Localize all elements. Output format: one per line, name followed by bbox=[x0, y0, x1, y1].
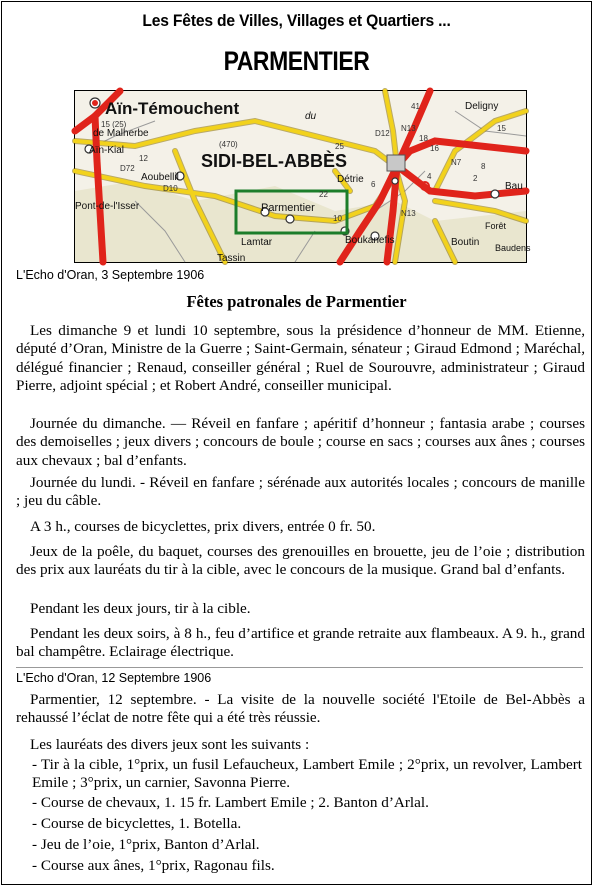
map-road-470: (470) bbox=[219, 140, 238, 149]
map-label-bau: Bau bbox=[505, 181, 523, 192]
article2-paragraph: Parmentier, 12 septembre. - La visite de la nouvelle société l'Etoile de Bel-Abbès a rehaussé l’éclat de notre fête qui a été très réussie. bbox=[16, 691, 585, 727]
series-title: Les Fêtes de Villes, Villages et Quartiers ... bbox=[142, 11, 451, 30]
map-label-de-malherbe: de Malherbe bbox=[93, 128, 149, 139]
map-road-12: 12 bbox=[139, 154, 148, 163]
article1-paragraph: Pendant les deux jours, tir à la cible. bbox=[30, 600, 251, 617]
document-page bbox=[1, 1, 592, 885]
location-map bbox=[74, 90, 531, 264]
map-label-tassin: Tassin bbox=[217, 253, 246, 264]
winner-list-item: - Jeu de l’oie, 1°prix, Banton d’Arlal. bbox=[32, 836, 260, 853]
map-road-8: 8 bbox=[481, 162, 486, 171]
article1-heading: Fêtes patronales de Parmentier bbox=[186, 292, 407, 311]
map-road-n7: N7 bbox=[451, 158, 462, 167]
article1-paragraph: Pendant les deux soirs, à 8 h., feu d’artifice et grande retraite aux flambeaux. A 9. h., grand bal champêtre. Eclairage électrique. bbox=[16, 625, 585, 661]
article1-paragraph: Journée du lundi. - Réveil en fanfare ; sérénade aux autorités locales ; concours de manille ; jeu du câble. bbox=[16, 474, 585, 510]
winner-list-item: - Course de bicyclettes, 1. Botella. bbox=[32, 815, 242, 832]
map-road-6: 6 bbox=[371, 180, 376, 189]
article1-paragraph: Jeux de la poêle, du baquet, courses des grenouilles en brouette, jeu de l’oie ; distribution des prix aux lauréats du tir à la cible, avec le concours de la musique. Grand bal d’enfants. bbox=[16, 543, 585, 579]
map-road-d72: D72 bbox=[120, 164, 135, 173]
map-road-4: 4 bbox=[427, 172, 432, 181]
map-road-n13: N13 bbox=[401, 124, 416, 133]
map-label-detrie: Détrie bbox=[337, 174, 364, 185]
section-divider bbox=[16, 667, 583, 668]
winner-list-item: - Tir à la cible, 1°prix, un fusil Lefaucheux, Lambert Emile ; 2°prix, un revolver, Lambert Emile ; 3°prix, un carnier, Savonna Pierre. bbox=[32, 756, 582, 792]
map-road-2: 2 bbox=[473, 174, 478, 183]
page-title: PARMENTIER bbox=[223, 46, 370, 76]
map-road-d12: D12 bbox=[375, 129, 390, 138]
article2-paragraph: Les lauréats des divers jeux sont les suivants : bbox=[30, 736, 310, 753]
map-label-du: du bbox=[305, 111, 317, 122]
map-road-d10: D10 bbox=[163, 184, 178, 193]
article1-paragraph: Les dimanche 9 et lundi 10 septembre, sous la présidence d’honneur de MM. Etienne, député d’Oran, Ministre de la Guerre ; Saint-Germain, sénateur ; Giraud Edmond ; Maréchal, délégué financier ; Renaud, conseiller général ; Ruel de Sourouvre, administrateur ; Giraud Pierre, adjoint spécial ; et Robert André, conseiller municipal. bbox=[16, 322, 585, 394]
map-label-lamtar: Lamtar bbox=[241, 237, 273, 248]
article1-paragraph: Journée du dimanche. — Réveil en fanfare ; apéritif d’honneur ; fantasia arabe ; courses des demoiselles ; jeux divers ; concours de boule ; course en sacs ; courses aux ânes ; courses aux chevaux ; bal d’enfants. bbox=[16, 415, 585, 469]
map-road-25: 25 bbox=[335, 142, 344, 151]
map-label-parmentier: Parmentier bbox=[261, 202, 315, 214]
article1-source: L'Echo d'Oran, 3 Septembre 1906 bbox=[16, 268, 205, 282]
map-label-sidi-bel-abbes: SIDI-BEL-ABBÈS bbox=[201, 151, 348, 171]
map-label-foret: Forêt bbox=[485, 221, 507, 231]
map-road-10: 10 bbox=[333, 214, 342, 223]
map-label-boutin: Boutin bbox=[451, 237, 480, 248]
map-label-pont-de-lisser: Pont-de-l'Isser bbox=[75, 201, 140, 212]
map-road-15b: 15 bbox=[497, 124, 506, 133]
article1-paragraph: A 3 h., courses de bicyclettes, prix divers, entrée 0 fr. 50. bbox=[30, 518, 376, 535]
map-road-15: 15 (25) bbox=[101, 120, 127, 129]
map-road-41: 41 bbox=[411, 102, 420, 111]
map-road-n13b: N13 bbox=[401, 209, 416, 218]
winner-list-item: - Course de chevaux, 1. 15 fr. Lambert Emile ; 2. Banton d’Arlal. bbox=[32, 794, 429, 811]
map-label-ain-kial: Aïn-Kial bbox=[89, 145, 125, 156]
map-label-boukanefis: Boukanefis bbox=[345, 235, 395, 246]
map-label-ain-temouchent: Aïn-Témouchent bbox=[105, 99, 240, 118]
article2-source: L'Echo d'Oran, 12 Septembre 1906 bbox=[16, 671, 212, 685]
map-road-16: 16 bbox=[430, 144, 439, 153]
map-road-18: 18 bbox=[419, 134, 428, 143]
map-label-baudens: Baudens bbox=[495, 243, 531, 253]
map-road-22: 22 bbox=[319, 190, 328, 199]
winner-list-item: - Course aux ânes, 1°prix, Ragonau fils. bbox=[32, 857, 275, 874]
map-label-aoubellil: Aoubellil bbox=[141, 172, 179, 183]
map-label-deligny: Deligny bbox=[465, 101, 499, 112]
